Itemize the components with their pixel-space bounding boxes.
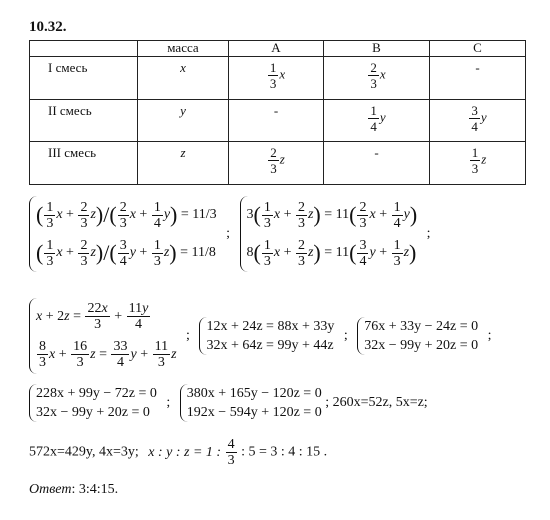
system-3-eq1: x + 2z = $\frac{22x}{3}$ + $\frac{11y}{4}$	[36, 301, 149, 333]
system-3-eq2: $\frac{8}{3}$ x + $\frac{16}{3}$ z = $\frac{33}{4}$ y + $\frac{11}{3}$ z	[39, 339, 177, 371]
system-5	[357, 317, 478, 355]
line-4-part-a: 572x=429y, 4x=3y;	[29, 444, 139, 460]
system-7-eq1: 380x + 165y − 120z = 0	[186, 386, 322, 401]
system-6-eq1: 228x + 99y − 72z = 0	[36, 386, 157, 401]
b-cell: $\frac{1}{4}$ y	[324, 99, 430, 142]
mass-cell: x	[138, 57, 229, 100]
system-3	[29, 298, 177, 374]
system-4-eq2: 32x + 64z = 99y + 44z	[206, 338, 334, 353]
b-cell: -	[324, 142, 430, 185]
ratio-fraction: $\frac{4}{3}$	[227, 437, 235, 468]
c-cell: $\frac{3}{4}$ y	[430, 99, 526, 142]
system-1-eq1: ( $\frac{1}{3}$ x + $\frac{2}{3}$ z)/( $\frac{2}{3}$ x + $\frac{1}{4}$ y) = 11/3	[36, 199, 217, 231]
a-cell: $\frac{1}{3}$ x	[229, 57, 324, 100]
system-5-eq2: 32x − 99y + 20z = 0	[364, 338, 479, 353]
line-3-tail: ; 260x=52z, 5x=z;	[325, 395, 428, 410]
header-mass: масса	[138, 41, 229, 57]
system-2-eq2: 8( $\frac{1}{3}$ x + $\frac{2}{3}$ z) = 11( $\frac{3}{4}$ y + $\frac{1}{3}$ z)	[246, 237, 417, 269]
system-6	[29, 384, 157, 422]
mass-cell: z	[138, 142, 229, 185]
equation-line-1: ( $\frac{1}{3}$ x + $\frac{2}{3}$ z)/( $\frac{2}{3}$ x + $\frac{1}{4}$ y) = 11/3 ( $\frac{1}{3}$ x + $\frac{2}{3}$ z)/( $\frac{3}{4}$ y + $\frac{1}{3}$ z) = 11/8 ; 3( $\frac{1}{3}$ x + $\frac{2}{3}$ z) = 11( $\frac{2}{3}$ x + $\frac{1}{4}$ y) 8( $\frac{1}{3}$ x + $\frac{2}{3}$ z) = 11( $\frac{3}{4}$ y + $\frac{1}{3}$ z) ;	[29, 196, 437, 272]
system-2	[240, 196, 418, 272]
c-cell: $\frac{1}{3}$ z	[430, 142, 526, 185]
equation-line-4	[29, 437, 327, 468]
system-4	[199, 317, 334, 355]
system-6-eq2: 32x − 99y + 20z = 0	[36, 405, 150, 420]
system-5-eq1: 76x + 33y − 24z = 0	[364, 319, 479, 334]
answer-line	[29, 482, 118, 498]
system-1-eq2-rhs: = 11/8	[180, 245, 216, 261]
header-empty	[30, 41, 138, 57]
row-label: III смесь	[30, 142, 138, 185]
answer-value: : 3:4:15.	[71, 482, 119, 497]
header-a: A	[229, 41, 324, 57]
problem-number: 10.32.	[29, 19, 67, 35]
header-b: B	[324, 41, 430, 57]
table-row	[30, 142, 526, 185]
b-cell: $\frac{2}{3}$ x	[324, 57, 430, 100]
system-7-eq2: 192x − 594y + 120z = 0	[186, 405, 322, 420]
a-cell: -	[229, 99, 324, 142]
system-1	[29, 196, 217, 272]
table-header-row	[30, 41, 526, 57]
table-row	[30, 57, 526, 100]
a-cell: $\frac{2}{3}$ z	[229, 142, 324, 185]
mass-cell: y	[138, 99, 229, 142]
header-c: C	[430, 41, 526, 57]
system-1-eq2: ( $\frac{1}{3}$ x + $\frac{2}{3}$ z)/( $\frac{3}{4}$ y + $\frac{1}{3}$ z) = 11/8	[36, 237, 216, 269]
system-2-eq1: 3( $\frac{1}{3}$ x + $\frac{2}{3}$ z) = 11( $\frac{2}{3}$ x + $\frac{1}{4}$ y)	[246, 199, 418, 231]
answer-label: Ответ	[29, 482, 72, 497]
row-label: I смесь	[30, 57, 138, 100]
system-4-eq1: 12x + 24z = 88x + 33y	[206, 319, 335, 334]
c-cell: -	[430, 57, 526, 100]
line-4-part-c: : 5 = 3 : 4 : 15 .	[241, 444, 328, 460]
mixture-table	[29, 40, 526, 185]
equation-line-3: 228x + 99y − 72z = 0 32x − 99y + 20z = 0 ; 380x + 165y − 120z = 0 192x − 594y + 120z = 0 ; 260x=52z, 5x=z;	[29, 384, 428, 422]
system-7	[180, 384, 322, 422]
equation-line-2: x + 2z = $\frac{22x}{3}$ + $\frac{11y}{4}$ $\frac{8}{3}$ x + $\frac{16}{3}$ z = $\frac{33}{4}$ y + $\frac{11}{3}$ z ; 12x + 24z = 88x + 33y 32x + 64z = 99y + 44z ; 76x + 33y − 24z = 0 32x − 99y + 20z = 0 ;	[29, 298, 498, 374]
table-row	[30, 99, 526, 142]
line-4-part-b: x : y : z = 1 :	[148, 444, 222, 460]
system-1-eq1-rhs: = 11/3	[180, 207, 217, 223]
row-label: II смесь	[30, 99, 138, 142]
